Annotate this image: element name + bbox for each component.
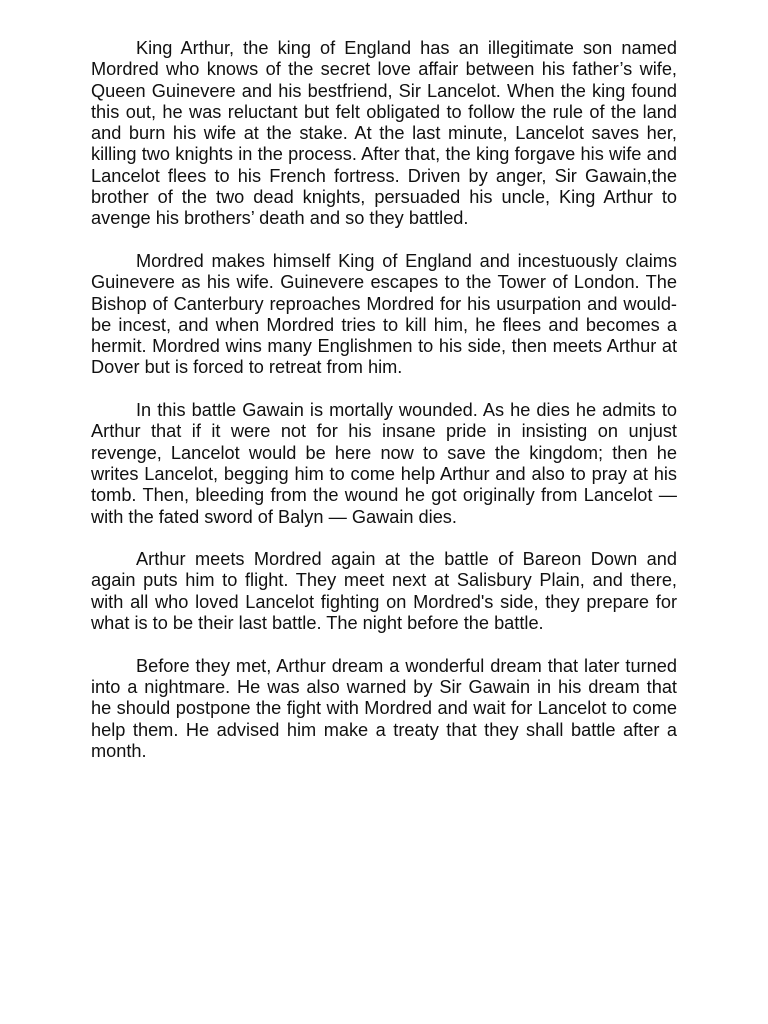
paragraph-2: Mordred makes himself King of England and incestuously claims Guinevere as his wife. Guinevere escapes to the Tower of London. The Bishop of Canterbury reproaches Mordred for his usurpation and would-be incest, and when Mordred tries to kill him, he flees and becomes a hermit. Mordred wins many Englishmen to his side, then meets Arthur at Dover but is forced to retreat from him. bbox=[91, 250, 677, 378]
paragraph-4: Arthur meets Mordred again at the battle of Bareon Down and again puts him to flight. They meet next at Salisbury Plain, and there, with all who loved Lancelot fighting on Mordred's side, they prepare for what is to be their last battle. The night before the battle. bbox=[91, 549, 677, 634]
paragraph-5: Before they met, Arthur dream a wonderful dream that later turned into a nightmare. He was also warned by Sir Gawain in his dream that he should postpone the fight with Mordred and wait for Lancelot to come help them. He advised him make a treaty that they shall battle after a month. bbox=[91, 655, 677, 761]
paragraph-3: In this battle Gawain is mortally wounded. As he dies he admits to Arthur that if it were not for his insane pride in insisting on unjust revenge, Lancelot would be here now to save the kingdom; then he writes Lancelot, begging him to come help Arthur and also to pray at his tomb. Then, bleeding from the wound he got originally from Lancelot — with the fated sword of Balyn — Gawain dies. bbox=[91, 400, 677, 527]
paragraph-1: King Arthur, the king of England has an illegitimate son named Mordred who knows of the secret love affair between his father’s wife, Queen Guinevere and his bestfriend, Sir Lancelot. When the king found this out, he was reluctant but felt obligated to follow the rule of the land and burn his wife at the stake. At the last minute, Lancelot saves her, killing two knights in the process. After that, the king forgave his wife and Lancelot flees to his French fortress. Driven by anger, Sir Gawain,the brother of the two dead knights, persuaded his uncle, King Arthur to avenge his brothers’ death and so they battled. bbox=[91, 38, 677, 229]
document-page bbox=[91, 38, 677, 762]
